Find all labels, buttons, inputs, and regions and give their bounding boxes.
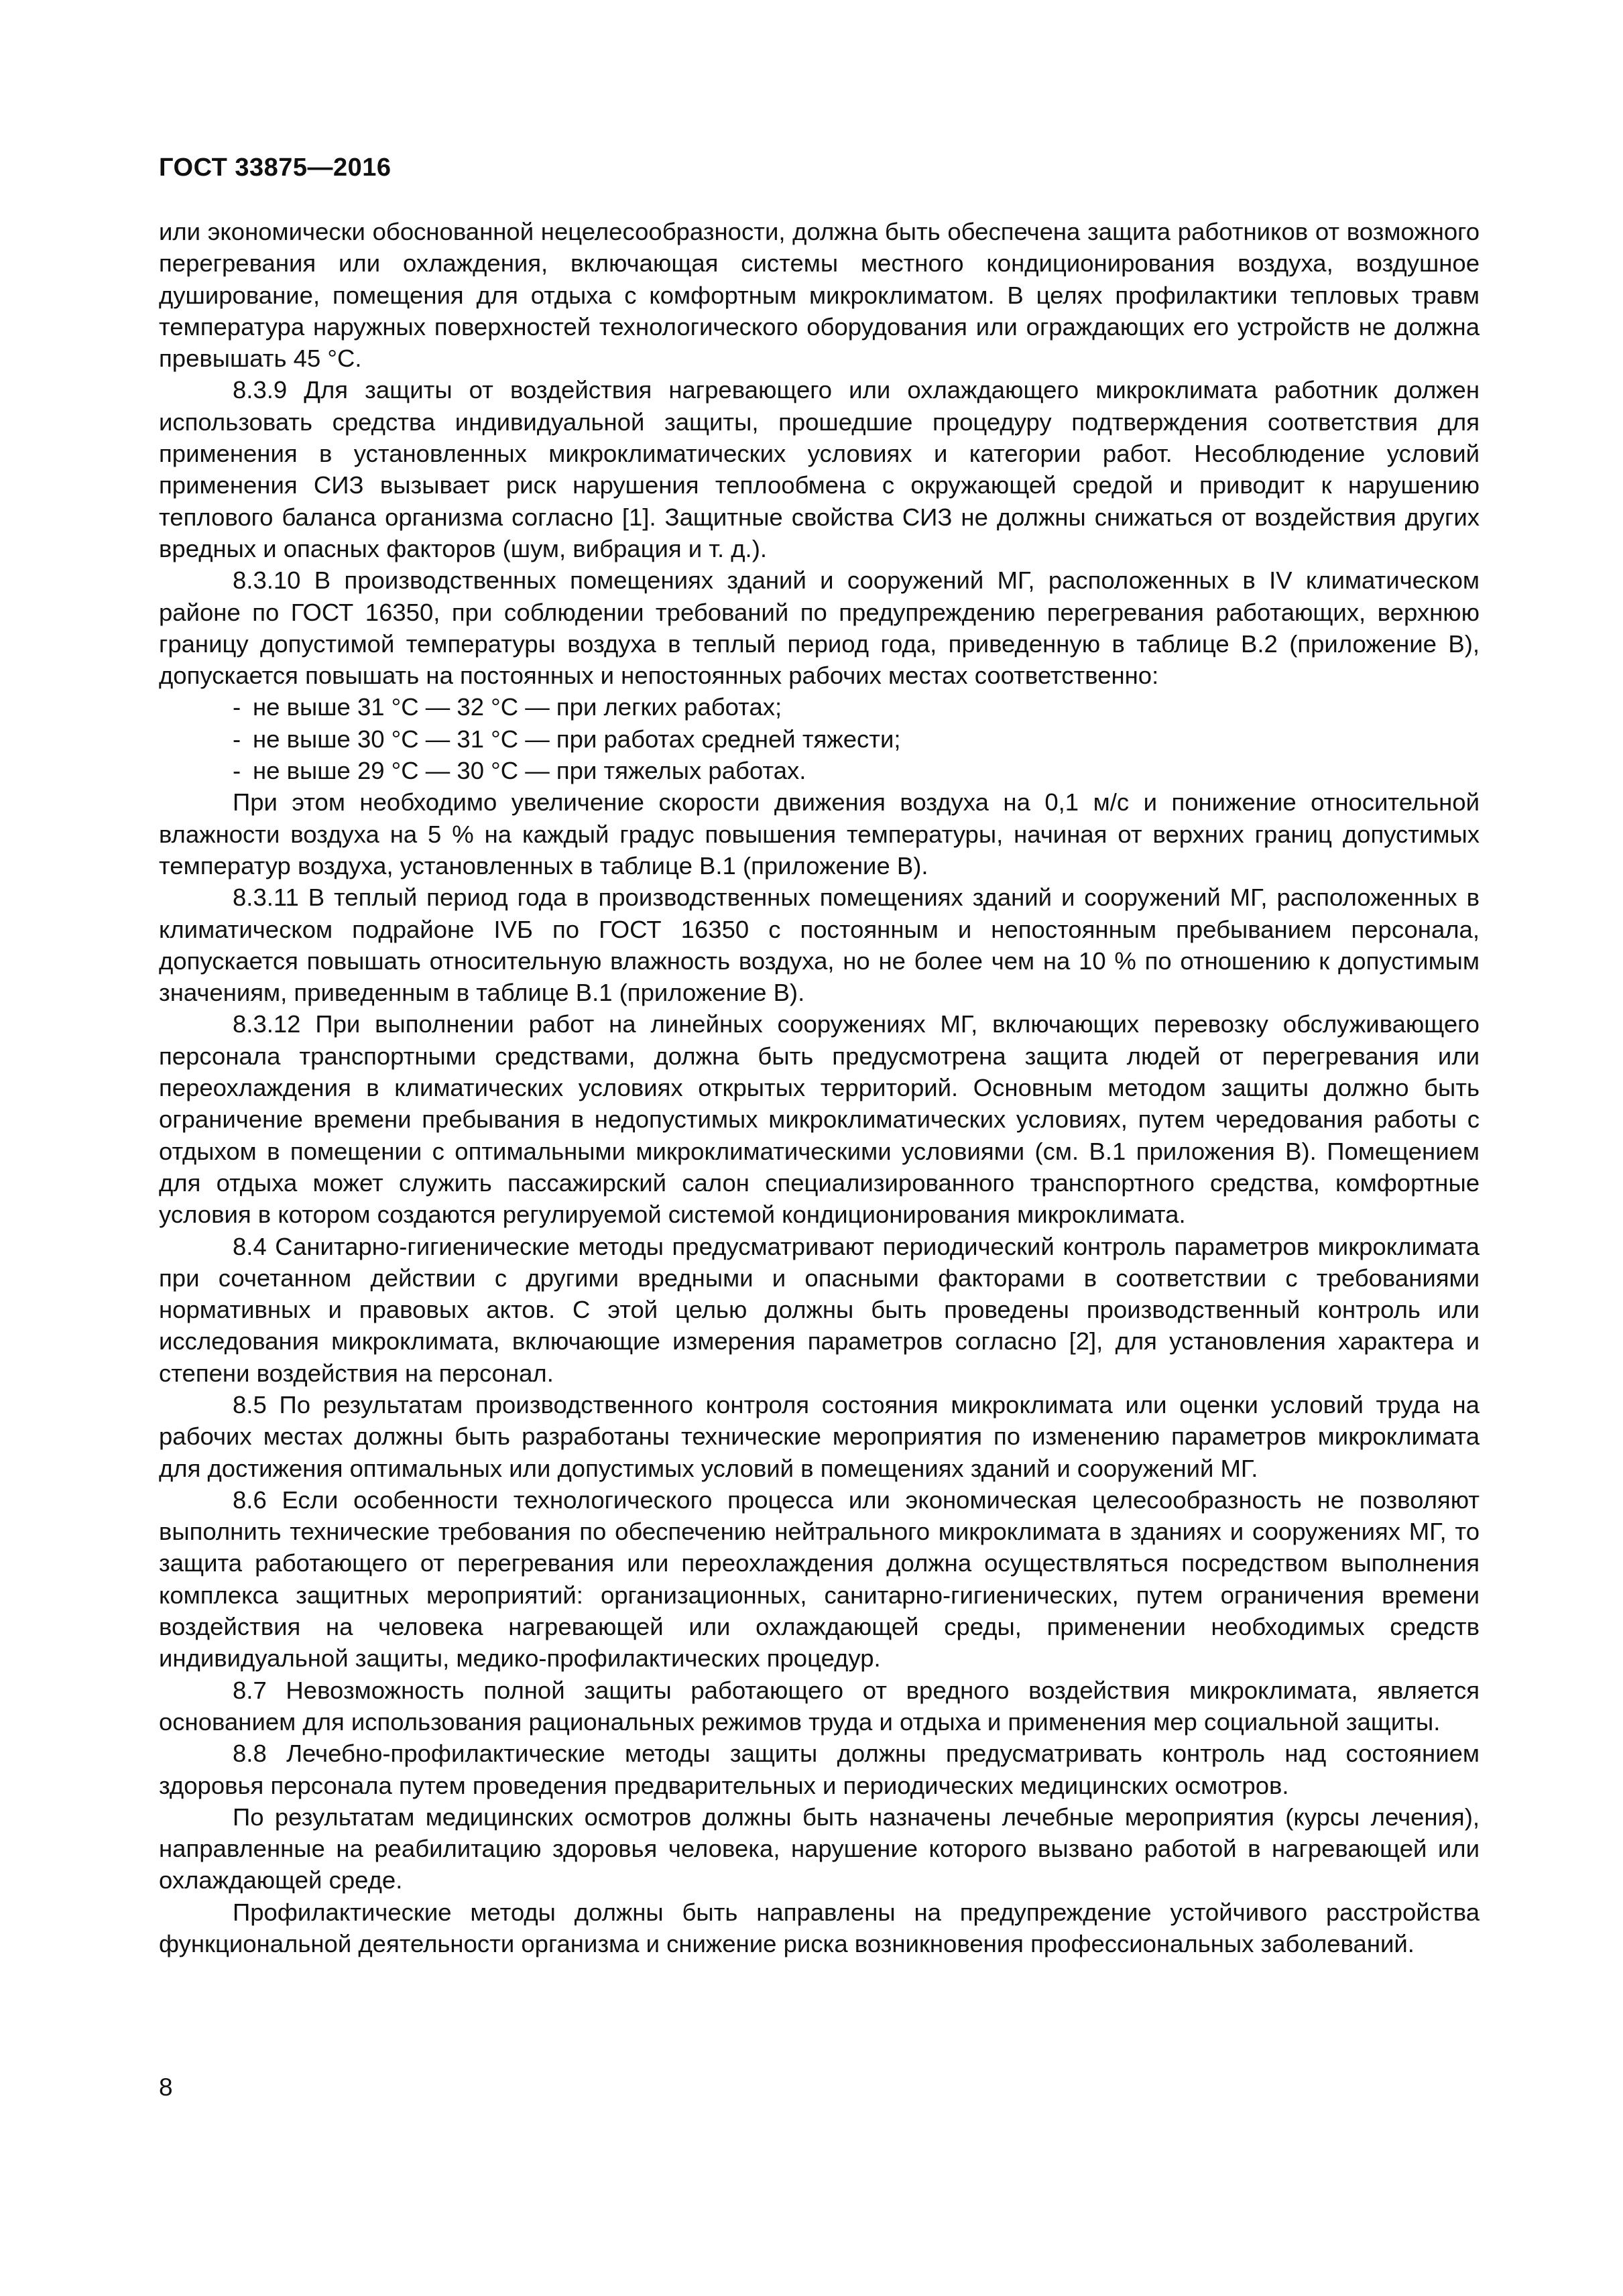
paragraph-8-6: 8.6 Если особенности технологического процесса или экономическая целесообразность не позволяют выполнить технические требования по обеспечению нейтрального микроклимата в зданиях и сооружениях МГ, то защита работающего от перегревания или переохлаждения должна осуществляться посредством выполнения комплекса защитных мероприятий: организационных, санитарно-гигиенических, путем ограничения времени воздействия на человека нагревающей или охлаждающей среды, применении необходимых средств индивидуальной защиты, медико-профилактических процедур. — [159, 1486, 1480, 1673]
paragraph-prophylactic: Профилактические методы должны быть направлены на предупреждение устойчивого расстройства функциональной деятельности организма и снижение риска возникновения профессиональных заболеваний. — [159, 1898, 1480, 1958]
list-item-text: не выше 30 °С — 31 °С — при работах средней тяжести; — [253, 725, 901, 753]
paragraph-8-3-10: 8.3.10 В производственных помещениях зданий и сооружений МГ, расположенных в IV климатическом районе по ГОСТ 16350, при соблюдении требований по предупреждению перегревания работающих, верхнюю границу допустимой температуры воздуха в теплый период года, приведенную в таблице В.2 (приложение В), допускается повышать на постоянных и непостоянных рабочих местах соответственно: — [159, 566, 1480, 690]
list-item — [159, 723, 1480, 755]
document-body — [159, 216, 1480, 1959]
paragraph-8-3-12: 8.3.12 При выполнении работ на линейных сооружениях МГ, включающих перевозку обслуживающего персонала транспортными средствами, должна быть предусмотрена защита людей от перегревания или переохлаждения в климатических условиях открытых территорий. Основным методом защиты должно быть ограничение времени пребывания в недопустимых микроклиматических условиях, путем чередования работы с отдыхом в помещении с оптимальными микроклиматическими условиями (см. В.1 приложения В). Помещением для отдыха может служить пассажирский салон специализированного транспортного средства, комфортные условия в котором создаются регулируемой системой кондиционирования микроклимата. — [159, 1010, 1480, 1229]
document-code-header: ГОСТ 33875—2016 — [159, 154, 392, 182]
paragraph-8-3-11: 8.3.11 В теплый период года в производственных помещениях зданий и сооружений МГ, расположенных в климатическом подрайоне IVБ по ГОСТ 16350 с постоянным и непостоянным пребыванием персонала, допускается повышать относительную влажность воздуха, но не более чем на 10 % по отношению к допустимым значениям, приведенным в таблице В.1 (приложение В). — [159, 884, 1480, 1007]
list-item-text: не выше 29 °С — 30 °С — при тяжелых работах. — [253, 757, 806, 785]
list-item-text: не выше 31 °С — 32 °С — при легких работах; — [253, 693, 782, 721]
temperature-limits-list — [159, 691, 1480, 786]
paragraph-air-speed: При этом необходимо увеличение скорости движения воздуха на 0,1 м/с и понижение относительной влажности воздуха на 5 % на каждый градус повышения температуры, начиная от верхних границ допустимых температур воздуха, установленных в таблице В.1 (приложение В). — [159, 788, 1480, 880]
paragraph-8-8: 8.8 Лечебно-профилактические методы защиты должны предусматривать контроль над состоянием здоровья персонала путем проведения предварительных и периодических медицинских осмотров. — [159, 1740, 1480, 1799]
list-dash: - — [233, 693, 241, 721]
paragraph-8-7: 8.7 Невозможность полной защиты работающего от вредного воздействия микроклимата, является основанием для использования рациональных режимов труда и отдыха и применения мер социальной защиты. — [159, 1676, 1480, 1736]
list-item — [159, 691, 1480, 723]
paragraph-8-3-9: 8.3.9 Для защиты от воздействия нагревающего или охлаждающего микроклимата работник должен использовать средства индивидуальной защиты, прошедшие процедуру подтверждения соответствия для применения в установленных микроклиматических условиях и категории работ. Несоблюдение условий применения СИЗ вызывает риск нарушения теплообмена с окружающей средой и приводит к нарушению теплового баланса организма согласно [1]. Защитные свойства СИЗ не должны снижаться от воздействия других вредных и опасных факторов (шум, вибрация и т. д.). — [159, 376, 1480, 562]
paragraph-medical-results: По результатам медицинских осмотров должны быть назначены лечебные мероприятия (курсы лечения), направленные на реабилитацию здоровья человека, нарушение которого вызвано работой в нагревающей или охлаждающей среде. — [159, 1803, 1480, 1894]
paragraph-8-5: 8.5 По результатам производственного контроля состояния микроклимата или оценки условий труда на рабочих местах должны быть разработаны технические мероприятия по изменению параметров микроклимата для достижения оптимальных или допустимых условий в помещениях зданий и сооружений МГ. — [159, 1390, 1480, 1482]
list-dash: - — [233, 757, 241, 785]
list-dash: - — [233, 725, 241, 753]
page-number: 8 — [159, 2073, 173, 2101]
paragraph-8-4: 8.4 Санитарно-гигиенические методы предусматривают периодический контроль параметров микроклимата при сочетанном действии с другими вредными и опасными факторами в соответствии с требованиями нормативных и правовых актов. С этой целью должны быть проведены производственный контроль или исследования микроклимата, включающие измерения параметров согласно [2], для установления характера и степени воздействия на персонал. — [159, 1232, 1480, 1387]
list-item — [159, 755, 1480, 786]
paragraph-continuation: или экономически обоснованной нецелесообразности, должна быть обеспечена защита работников от возможного перегревания или охлаждения, включающая системы местного кондиционирования воздуха, воздушное душирование, помещения для отдыха с комфортным микроклиматом. В целях профилактики тепловых травм температура наружных поверхностей технологического оборудования или ограждающих его устройств не должна превышать 45 °С. — [159, 218, 1480, 373]
